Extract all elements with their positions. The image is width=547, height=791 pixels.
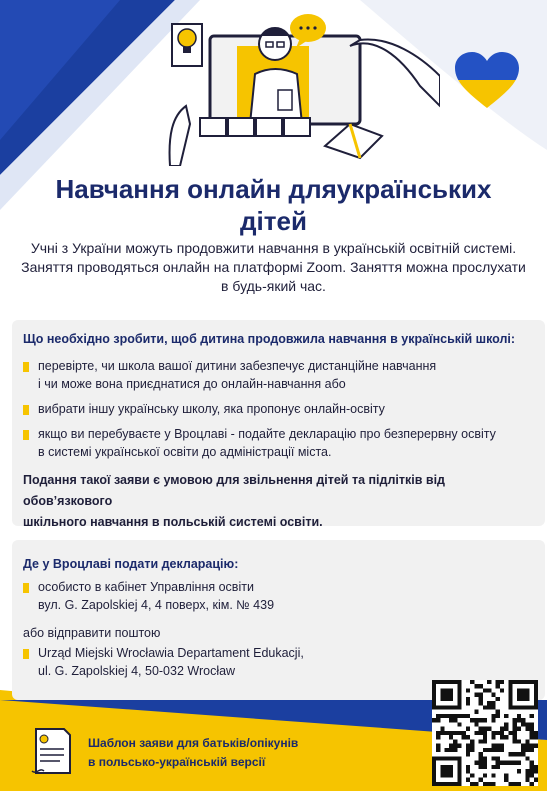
page-title: [0, 173, 547, 237]
intro-line-2: Заняття проводяться онлайн на платформі Zoom. Заняття можна прослухати: [21, 259, 526, 275]
bullet-marker: [23, 649, 29, 659]
address-in-person: [38, 578, 274, 614]
lightbulb-icon: [172, 24, 202, 66]
intro-line-3: в будь-який час.: [221, 278, 326, 294]
step-item-1-line-1: перевірте, чи школа вашої дитини забезпечує дистанційне навчання: [38, 359, 437, 373]
exemption-note-line-2: шкільного навчання в польській системі освіти.: [23, 515, 323, 529]
teacher-illustration: [150, 6, 440, 166]
address-by-post-line-1: Urząd Miejski Wrocławia Departament Edukacji,: [38, 646, 304, 660]
address-in-person-line-2: вул. G. Zapolskiej 4, 4 поверх, кім. № 439: [38, 598, 275, 612]
submission-panel: [12, 540, 545, 700]
step-item-1-line-2: і чи може вона приєднатися до онлайн-навчання або: [38, 377, 346, 391]
step-item-3-line-2: в системі української освіти до адміністрації міста.: [38, 445, 332, 459]
heart-ukraine-flag-icon: [455, 52, 519, 110]
steps-heading: Що необхідно зробити, щоб дитина продовжила навчання в українській школі:: [23, 332, 516, 346]
step-item-2: вибрати іншу українську школу, яка пропонує онлайн-освіту: [38, 402, 385, 416]
intro-text: [18, 239, 529, 296]
title-line-1: Навчання онлайн дляукраїнських: [55, 174, 492, 204]
title-line-2: дітей: [240, 206, 307, 236]
step-item-1: [38, 357, 436, 393]
address-in-person-line-1: особисто в кабінет Управління освіти: [38, 580, 254, 594]
submission-heading: Де у Вроцлаві подати декларацію:: [23, 557, 239, 571]
or-by-post-text: або відправити поштою: [23, 626, 161, 640]
qr-code[interactable]: [432, 680, 538, 786]
bullet-marker: [23, 430, 29, 440]
intro-line-1: Учні з України можуть продовжити навчання в українській освітній системі.: [30, 240, 517, 256]
bullet-marker: [23, 362, 29, 372]
step-item-3-line-1: якщо ви перебуваєте у Вроцлаві - подайте декларацію про безперервну освіту: [38, 427, 496, 441]
template-line-1: Шаблон заяви для батьків/опікунів: [88, 736, 299, 750]
bullet-marker: [23, 583, 29, 593]
open-book-icon: [325, 124, 382, 158]
application-template-link[interactable]: [88, 734, 298, 772]
address-by-post-line-2: ul. G. Zapolskiej 4, 50-032 Wrocław: [38, 664, 236, 678]
steps-panel: [12, 320, 545, 529]
address-by-post: [38, 644, 304, 680]
bullet-marker: [23, 405, 29, 415]
template-line-2: в польсько-українській версії: [88, 755, 266, 769]
document-icon: [30, 725, 74, 777]
exemption-note: [23, 470, 533, 533]
step-item-3: [38, 425, 496, 461]
exemption-note-line-1: Подання такої заяви є умовою для звільнення дітей та підлітків від обов’язкового: [23, 473, 445, 508]
